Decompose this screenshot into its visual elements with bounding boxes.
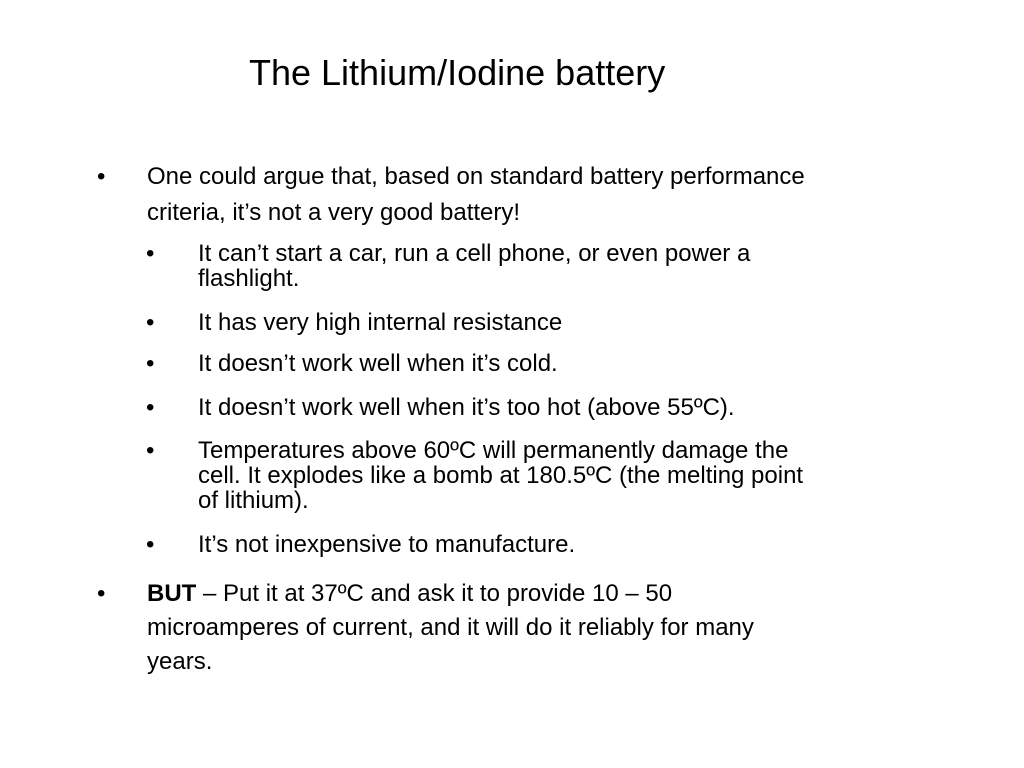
sub-bullet-text-line: of lithium). xyxy=(198,487,309,514)
bullet-text-line xyxy=(147,577,947,611)
sub-bullet-marker: • xyxy=(146,531,155,558)
sub-bullet-text-line: It has very high internal resistance xyxy=(198,309,563,336)
bullet-text-fragment: – Put it at 37ºC and ask it to provide 10 – 50 xyxy=(196,580,673,607)
emphasis-text: BUT xyxy=(147,580,197,607)
sub-bullet-text-line: It doesn’t work well when it’s too hot (above 55ºC). xyxy=(198,394,735,421)
sub-bullet-text-line: Temperatures above 60ºC will permanently damage the xyxy=(198,437,789,464)
bullet-marker: • xyxy=(97,163,106,190)
sub-bullet-text-line: It can’t start a car, run a cell phone, or even power a xyxy=(198,240,751,267)
sub-bullet-marker: • xyxy=(146,394,155,421)
bullet-text-line: microamperes of current, and it will do it reliably for many xyxy=(147,614,754,641)
sub-bullet-marker: • xyxy=(146,309,155,336)
sub-bullet-text-line: cell. It explodes like a bomb at 180.5ºC (the melting point xyxy=(198,462,804,489)
sub-bullet-text-line: flashlight. xyxy=(198,265,300,292)
bullet-text-line: years. xyxy=(147,648,213,675)
sub-bullet-marker: • xyxy=(146,240,155,267)
bullet-marker: • xyxy=(97,580,106,607)
sub-bullet-marker: • xyxy=(146,350,155,377)
bullet-text-line: One could argue that, based on standard battery performance xyxy=(147,163,805,190)
slide-title: The Lithium/Iodine battery xyxy=(249,52,666,93)
sub-bullet-text-line: It doesn’t work well when it’s cold. xyxy=(198,350,558,377)
bullet-text-line: criteria, it’s not a very good battery! xyxy=(147,199,521,226)
sub-bullet-text-line: It’s not inexpensive to manufacture. xyxy=(198,531,576,558)
sub-bullet-marker: • xyxy=(146,437,155,464)
